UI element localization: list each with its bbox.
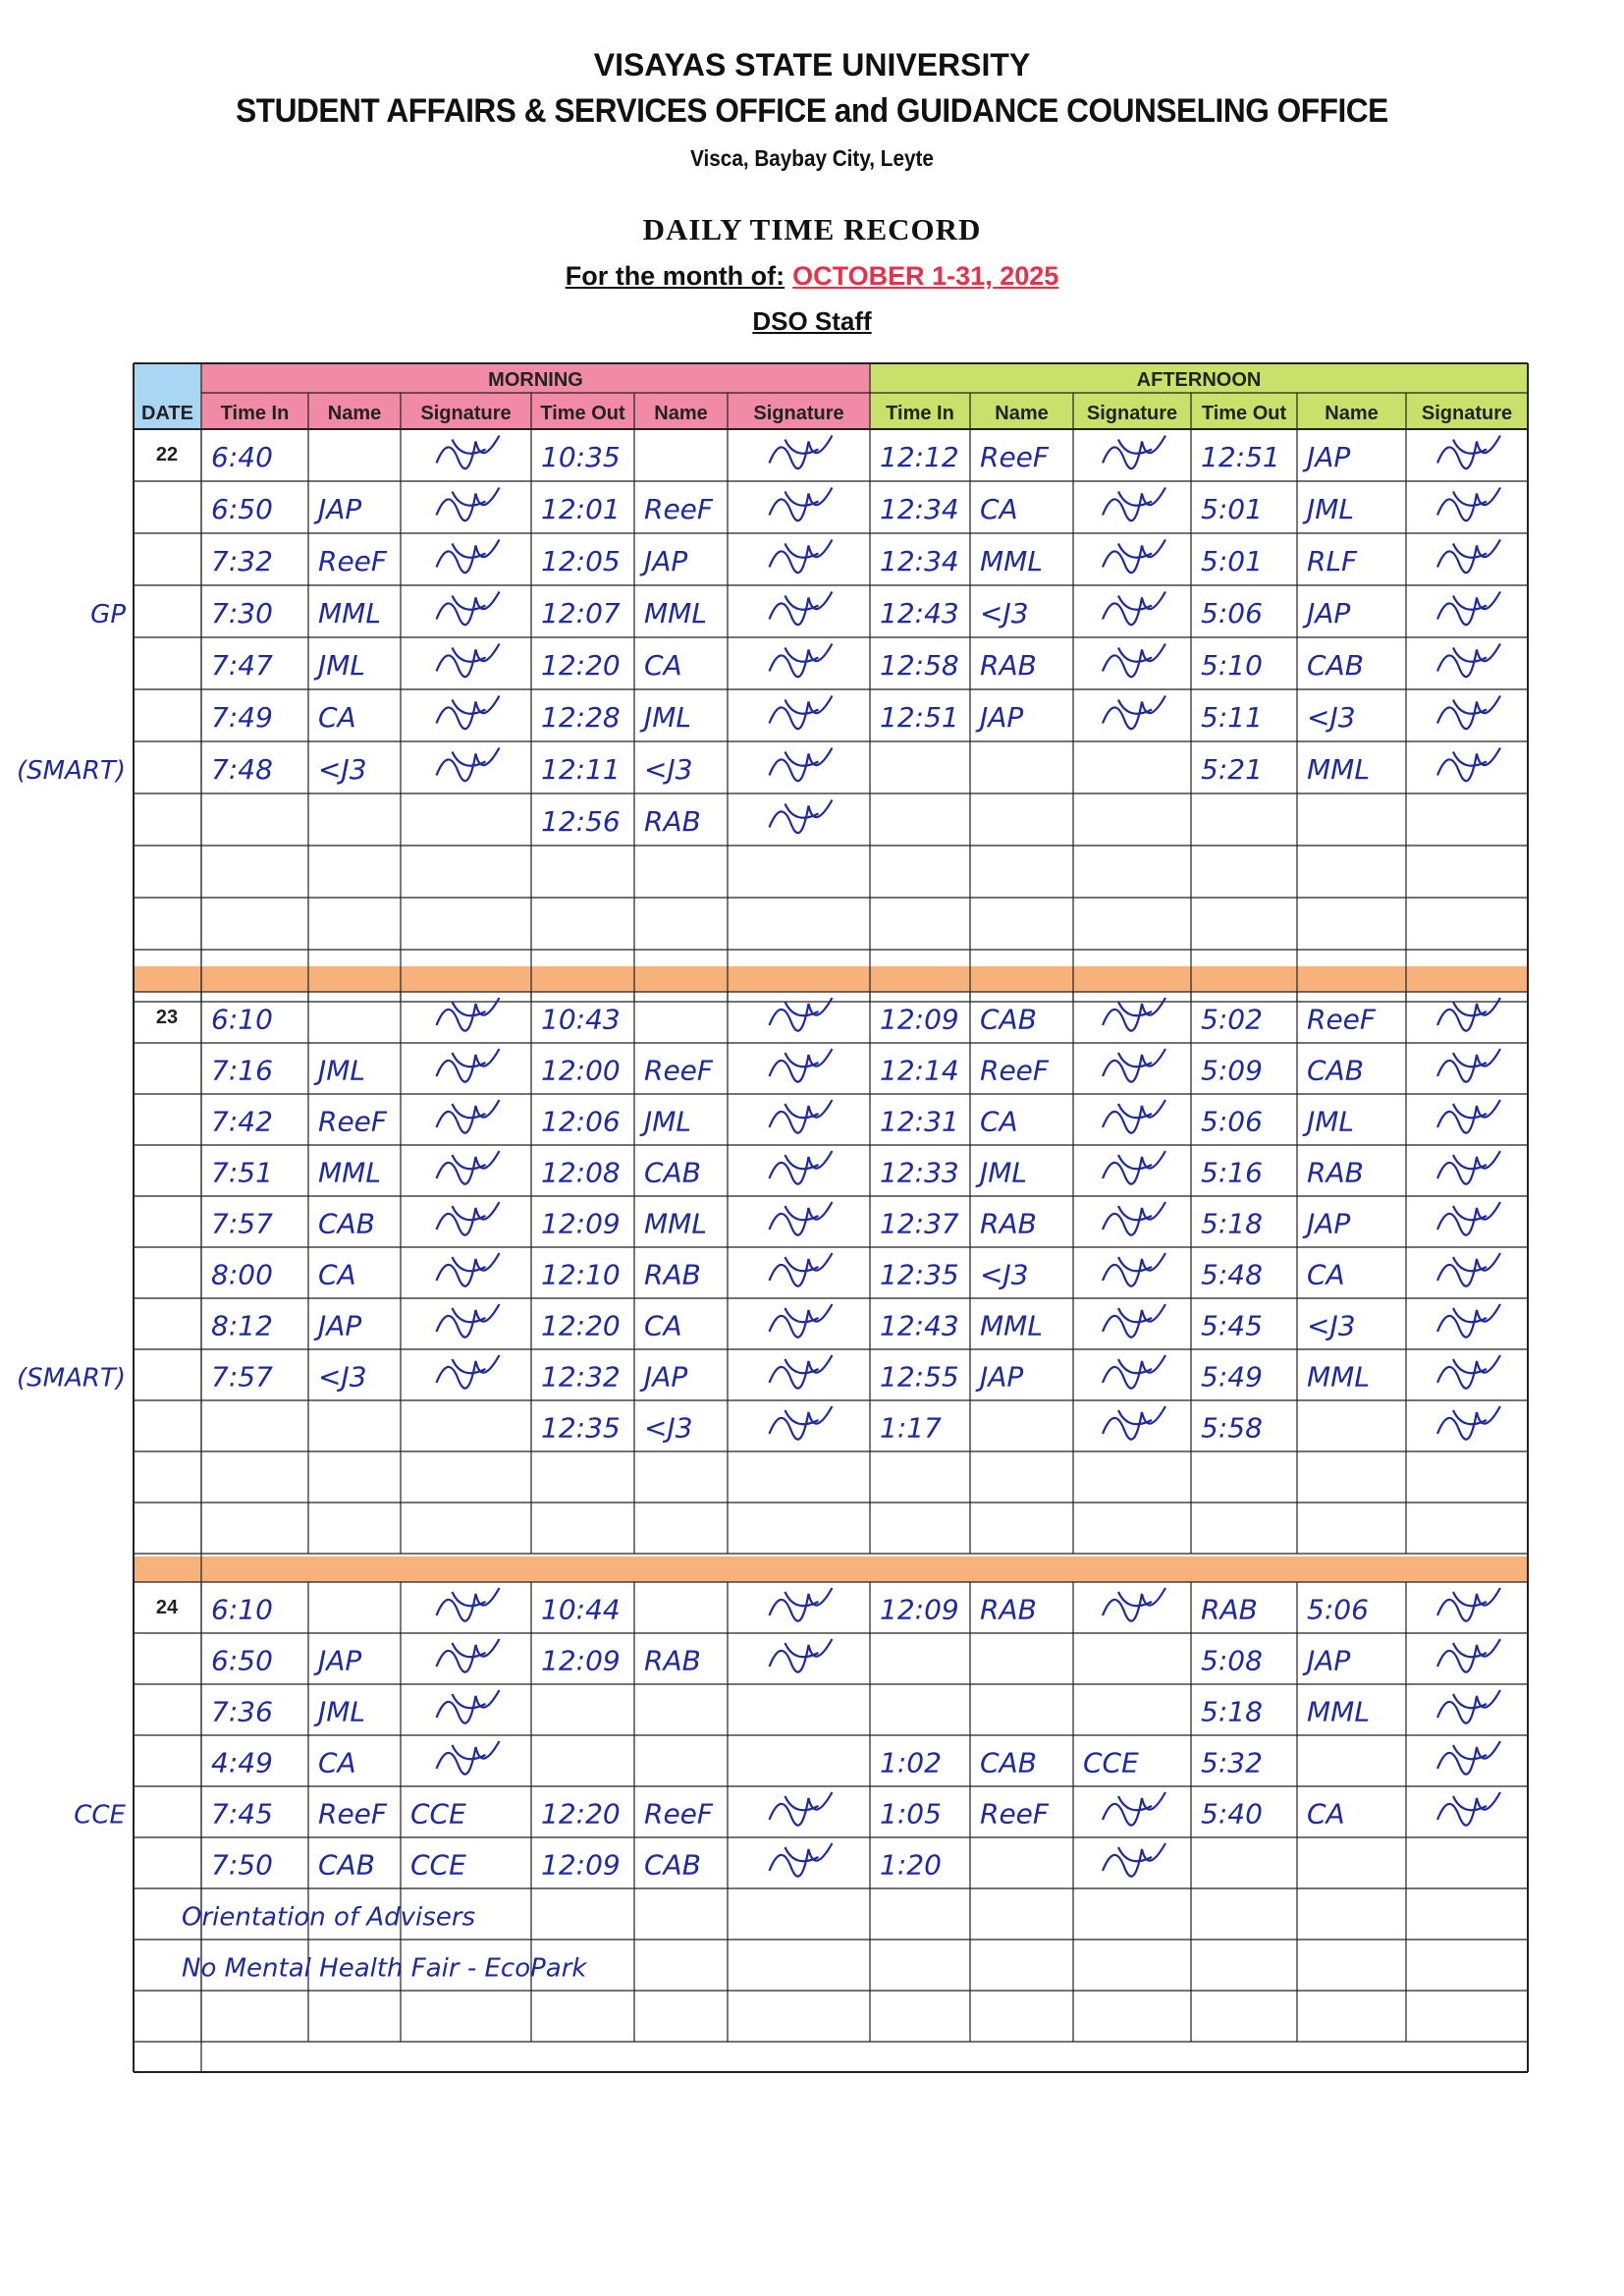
signature-mark — [1103, 1588, 1165, 1621]
signature-mark — [1437, 1690, 1500, 1723]
signature-mark — [437, 1100, 500, 1133]
name-initials: MML — [318, 1156, 381, 1189]
name-initials: JML — [644, 701, 692, 735]
morning-header: MORNING — [488, 369, 583, 391]
signature-mark — [770, 800, 833, 834]
signature-mark — [770, 540, 833, 574]
time-value: 5:10 — [1201, 649, 1263, 683]
time-value: 12:35 — [541, 1411, 621, 1445]
column-header: Time Out — [1201, 403, 1287, 424]
name-initials: CA — [1307, 1258, 1345, 1291]
signature-mark — [1103, 998, 1165, 1031]
signature-mark — [1437, 1253, 1500, 1286]
name-initials: CAB — [980, 1003, 1037, 1036]
name-initials: JAP — [644, 1360, 688, 1394]
name-initials: JAP — [318, 493, 362, 526]
signature-mark — [770, 644, 833, 678]
name-initials: RAB — [644, 805, 701, 839]
time-value: 7:51 — [211, 1156, 273, 1189]
time-value: 10:43 — [541, 1003, 621, 1036]
name-initials: <J3 — [318, 1360, 367, 1394]
time-value: 6:50 — [211, 493, 273, 526]
time-value: 7:32 — [211, 545, 273, 578]
signature-mark — [1103, 644, 1165, 678]
signature-mark — [1103, 488, 1165, 521]
signature-mark — [770, 1355, 833, 1389]
time-value: 1:20 — [880, 1848, 942, 1882]
time-value: 12:05 — [541, 545, 621, 578]
name-initials: MML — [1307, 753, 1370, 787]
name-initials: RAB — [980, 649, 1037, 683]
signature-mark — [437, 1588, 500, 1621]
time-value: 6:10 — [211, 1003, 273, 1036]
day-date: 24 — [155, 1597, 179, 1618]
signature-note: CCE — [1083, 1746, 1139, 1779]
signature-mark — [437, 1304, 500, 1338]
column-header: Signature — [420, 403, 512, 424]
time-value: 12:31 — [880, 1105, 959, 1138]
column-header: Name — [995, 403, 1049, 424]
signature-mark — [1103, 696, 1165, 730]
time-value: 5:18 — [1201, 1695, 1263, 1728]
signature-mark — [770, 1151, 833, 1184]
name-initials: CA — [318, 1746, 356, 1779]
signature-mark — [437, 748, 500, 782]
signature-mark — [437, 592, 500, 626]
name-initials: ReeF — [644, 1797, 714, 1831]
signature-mark — [437, 1049, 500, 1082]
name-initials: CA — [644, 1309, 682, 1342]
time-value: 12:51 — [880, 701, 959, 735]
name-initials: CA — [644, 649, 682, 683]
time-value: 7:49 — [211, 701, 273, 735]
name-initials: CAB — [980, 1746, 1037, 1779]
signature-mark — [1103, 1406, 1165, 1440]
signature-mark — [1437, 644, 1500, 678]
signature-mark — [437, 1690, 500, 1723]
signature-mark — [1103, 1049, 1165, 1082]
name-initials: CAB — [644, 1156, 701, 1189]
time-value: 7:16 — [211, 1054, 273, 1087]
signature-mark — [437, 1639, 500, 1672]
signature-mark — [770, 592, 833, 626]
name-initials: JAP — [318, 1309, 362, 1342]
name-initials: JAP — [1307, 1644, 1351, 1677]
name-initials: JML — [1307, 1105, 1355, 1138]
day-date: 22 — [155, 444, 179, 465]
column-header: Signature — [1086, 403, 1178, 424]
time-value: 12:43 — [880, 597, 959, 630]
name-initials: JML — [644, 1105, 692, 1138]
name-initials: CAB — [318, 1207, 375, 1240]
time-value: 5:48 — [1201, 1258, 1263, 1291]
name-initials: CA — [318, 1258, 356, 1291]
signature-mark — [770, 1406, 833, 1440]
day-separator — [134, 966, 1528, 992]
name-initials: JAP — [980, 1360, 1024, 1394]
time-value: 12:01 — [541, 493, 621, 526]
name-initials: CA — [980, 493, 1018, 526]
name-initials: MML — [980, 545, 1043, 578]
time-value: 12:51 — [1201, 441, 1280, 474]
time-value: 5:45 — [1201, 1309, 1263, 1342]
time-value: 6:40 — [211, 441, 273, 474]
name-initials: CA — [1307, 1797, 1345, 1831]
time-value: 10:44 — [541, 1593, 621, 1626]
margin-note: CCE — [74, 1800, 126, 1831]
time-value: 12:09 — [541, 1644, 621, 1677]
name-initials: CA — [980, 1105, 1018, 1138]
day-separator — [134, 1557, 1528, 1582]
signature-mark — [1437, 1100, 1500, 1133]
time-value: 12:14 — [880, 1054, 959, 1087]
signature-mark — [770, 696, 833, 730]
signature-mark — [1437, 1151, 1500, 1184]
time-value: RAB — [1201, 1593, 1258, 1626]
name-initials: MML — [644, 597, 707, 630]
time-value: 5:18 — [1201, 1207, 1263, 1240]
signature-mark — [1103, 1151, 1165, 1184]
time-value: 12:09 — [541, 1848, 621, 1882]
time-value: 12:34 — [880, 545, 959, 578]
time-value: 12:20 — [541, 649, 621, 683]
university-name: VISAYAS STATE UNIVERSITY — [593, 47, 1031, 82]
time-value: 5:58 — [1201, 1411, 1263, 1445]
time-value: 12:06 — [541, 1105, 621, 1138]
time-value: 4:49 — [211, 1746, 273, 1779]
signature-mark — [1103, 1792, 1165, 1826]
name-initials: RLF — [1307, 545, 1358, 578]
name-initials: ReeF — [980, 1797, 1050, 1831]
signature-mark — [1437, 488, 1500, 521]
staff-group: DSO Staff — [752, 306, 872, 336]
signature-mark — [1437, 540, 1500, 574]
time-value: 12:20 — [541, 1309, 621, 1342]
signature-mark — [770, 436, 833, 469]
time-value: 12:43 — [880, 1309, 959, 1342]
column-header: Signature — [753, 403, 844, 424]
name-initials: <J3 — [980, 1258, 1029, 1291]
name-initials: JML — [318, 1054, 366, 1087]
time-value: 12:37 — [880, 1207, 959, 1240]
signature-mark — [1437, 1202, 1500, 1235]
time-value: 7:45 — [211, 1797, 273, 1831]
column-header: Time In — [886, 403, 954, 424]
signature-mark — [770, 1253, 833, 1286]
signature-mark — [437, 1202, 500, 1235]
column-header: Signature — [1421, 403, 1513, 424]
signature-mark — [1437, 1639, 1500, 1672]
time-value: 12:32 — [541, 1360, 621, 1394]
name-initials: JAP — [318, 1644, 362, 1677]
time-value: 6:50 — [211, 1644, 273, 1677]
name-initials: <J3 — [318, 753, 367, 787]
signature-mark — [1437, 1792, 1500, 1826]
name-initials: MML — [980, 1309, 1043, 1342]
column-header: Name — [1325, 403, 1379, 424]
name-initials: JML — [318, 1695, 366, 1728]
time-value: 12:07 — [541, 597, 621, 630]
time-value: 1:05 — [880, 1797, 942, 1831]
time-value: 10:35 — [541, 441, 621, 474]
time-value: 7:47 — [211, 649, 273, 683]
name-initials: ReeF — [318, 1797, 388, 1831]
time-value: 7:36 — [211, 1695, 273, 1728]
name-initials: RAB — [644, 1258, 701, 1291]
name-initials: <J3 — [1307, 701, 1356, 735]
name-initials: JAP — [1307, 597, 1351, 630]
column-header: Name — [327, 403, 382, 424]
name-initials: CAB — [1307, 1054, 1364, 1087]
time-value: 12:56 — [541, 805, 621, 839]
margin-note: GP — [90, 600, 126, 630]
time-value: 6:10 — [211, 1593, 273, 1626]
signature-mark — [1437, 592, 1500, 626]
signature-mark — [770, 1792, 833, 1826]
time-value: 1:17 — [880, 1411, 942, 1445]
signature-mark — [770, 1202, 833, 1235]
name-initials: MML — [1307, 1360, 1370, 1394]
name-initials: RAB — [980, 1207, 1037, 1240]
signature-mark — [1437, 1355, 1500, 1389]
time-value: 12:34 — [880, 493, 959, 526]
signature-mark — [437, 1253, 500, 1286]
time-value: 12:58 — [880, 649, 959, 683]
time-value: 1:02 — [880, 1746, 942, 1779]
signature-mark — [1103, 592, 1165, 626]
time-value: 5:02 — [1201, 1003, 1263, 1036]
signature-note: CCE — [410, 1797, 466, 1831]
signature-mark — [437, 540, 500, 574]
name-initials: 5:06 — [1307, 1593, 1369, 1626]
name-initials: JML — [980, 1156, 1028, 1189]
signature-mark — [1103, 1100, 1165, 1133]
signature-mark — [437, 644, 500, 678]
signature-mark — [770, 1588, 833, 1621]
name-initials: ReeF — [980, 1054, 1050, 1087]
signature-mark — [437, 1355, 500, 1389]
month-value: OCTOBER 1-31, 2025 — [792, 261, 1059, 291]
name-initials: ReeF — [644, 493, 714, 526]
time-value: 5:49 — [1201, 1360, 1263, 1394]
signature-mark — [1437, 436, 1500, 469]
name-initials: JAP — [644, 545, 688, 578]
signature-mark — [1437, 998, 1500, 1031]
time-value: 5:21 — [1201, 753, 1263, 787]
name-initials: MML — [644, 1207, 707, 1240]
time-value: 12:09 — [880, 1003, 959, 1036]
signature-mark — [1437, 1588, 1500, 1621]
time-value: 5:40 — [1201, 1797, 1263, 1831]
time-value: 12:09 — [541, 1207, 621, 1240]
name-initials: JAP — [1307, 441, 1351, 474]
time-value: 12:12 — [880, 441, 959, 474]
time-value: 5:06 — [1201, 1105, 1263, 1138]
day-date: 23 — [155, 1007, 179, 1028]
signature-mark — [1103, 1843, 1165, 1877]
form-title: DAILY TIME RECORD — [642, 212, 982, 246]
time-value: 12:55 — [880, 1360, 959, 1394]
time-value: 8:12 — [211, 1309, 273, 1342]
time-value: 12:28 — [541, 701, 621, 735]
signature-mark — [1437, 1406, 1500, 1440]
time-value: 12:33 — [880, 1156, 959, 1189]
time-value: 5:32 — [1201, 1746, 1263, 1779]
signature-mark — [770, 1639, 833, 1672]
name-initials: RAB — [980, 1593, 1037, 1626]
name-initials: RAB — [1307, 1156, 1364, 1189]
time-value: 12:20 — [541, 1797, 621, 1831]
time-value: 8:00 — [211, 1258, 273, 1291]
name-initials: ReeF — [980, 441, 1050, 474]
time-value: 7:30 — [211, 597, 273, 630]
column-header: Name — [654, 403, 708, 424]
name-initials: ReeF — [644, 1054, 714, 1087]
signature-note: CCE — [410, 1848, 466, 1882]
signature-mark — [1437, 1741, 1500, 1775]
margin-note: (SMART) — [17, 1363, 126, 1394]
signature-mark — [437, 696, 500, 730]
name-initials: MML — [1307, 1695, 1370, 1728]
signature-mark — [1437, 748, 1500, 782]
time-value: 12:10 — [541, 1258, 621, 1291]
column-header: Time Out — [540, 403, 625, 424]
name-initials: <J3 — [980, 597, 1029, 630]
time-value: 7:57 — [211, 1207, 273, 1240]
margin-note: (SMART) — [17, 756, 126, 787]
signature-mark — [770, 1100, 833, 1133]
signature-mark — [1103, 1202, 1165, 1235]
signature-mark — [770, 1304, 833, 1338]
name-initials: CAB — [318, 1848, 375, 1882]
signature-mark — [1103, 1304, 1165, 1338]
name-initials: MML — [318, 597, 381, 630]
name-initials: ReeF — [318, 545, 388, 578]
name-initials: <J3 — [1307, 1309, 1356, 1342]
time-value: 5:16 — [1201, 1156, 1263, 1189]
signature-mark — [1437, 696, 1500, 730]
signature-mark — [1103, 1253, 1165, 1286]
time-value: 5:06 — [1201, 597, 1263, 630]
name-initials: JAP — [980, 701, 1024, 735]
name-initials: JML — [318, 649, 366, 683]
name-initials: <J3 — [644, 1411, 693, 1445]
time-value: 5:08 — [1201, 1644, 1263, 1677]
time-value: 12:00 — [541, 1054, 621, 1087]
signature-mark — [770, 1843, 833, 1877]
signature-mark — [437, 1741, 500, 1775]
signature-mark — [1103, 540, 1165, 574]
signature-mark — [770, 998, 833, 1031]
name-initials: ReeF — [1307, 1003, 1377, 1036]
time-value: 5:01 — [1201, 493, 1263, 526]
office-location: Visca, Baybay City, Leyte — [690, 145, 934, 171]
name-initials: JAP — [1307, 1207, 1351, 1240]
signature-mark — [1437, 1304, 1500, 1338]
name-initials: <J3 — [644, 753, 693, 787]
time-value: 12:11 — [541, 753, 621, 787]
signature-mark — [770, 748, 833, 782]
month-label: For the month of: — [565, 261, 785, 291]
signature-mark — [437, 488, 500, 521]
name-initials: ReeF — [318, 1105, 388, 1138]
time-value: 12:09 — [880, 1593, 959, 1626]
signature-mark — [437, 436, 500, 469]
signature-mark — [1103, 1355, 1165, 1389]
column-header: Time In — [220, 403, 290, 424]
signature-mark — [1103, 436, 1165, 469]
afternoon-header: AFTERNOON — [1136, 369, 1262, 391]
time-value: 12:35 — [880, 1258, 959, 1291]
signature-mark — [770, 488, 833, 521]
time-value: 7:57 — [211, 1360, 273, 1394]
signature-mark — [1437, 1049, 1500, 1082]
handwritten-note: No Mental Health Fair - EcoPark — [182, 1953, 587, 1984]
time-value: 5:01 — [1201, 545, 1263, 578]
handwritten-note: Orientation of Advisers — [182, 1902, 476, 1933]
time-value: 7:42 — [211, 1105, 273, 1138]
time-value: 5:11 — [1201, 701, 1263, 735]
name-initials: CAB — [644, 1848, 701, 1882]
time-value: 5:09 — [1201, 1054, 1263, 1087]
name-initials: RAB — [644, 1644, 701, 1677]
time-value: 12:08 — [541, 1156, 621, 1189]
signature-mark — [437, 1151, 500, 1184]
date-header: DATE — [141, 403, 193, 424]
signature-mark — [437, 998, 500, 1031]
office-name: STUDENT AFFAIRS & SERVICES OFFICE and GUIDANCE COUNSELING OFFICE — [236, 92, 1388, 130]
time-value: 7:48 — [211, 753, 273, 787]
time-value: 7:50 — [211, 1848, 273, 1882]
signature-mark — [770, 1049, 833, 1082]
name-initials: CA — [318, 701, 356, 735]
name-initials: CAB — [1307, 649, 1364, 683]
name-initials: JML — [1307, 493, 1355, 526]
